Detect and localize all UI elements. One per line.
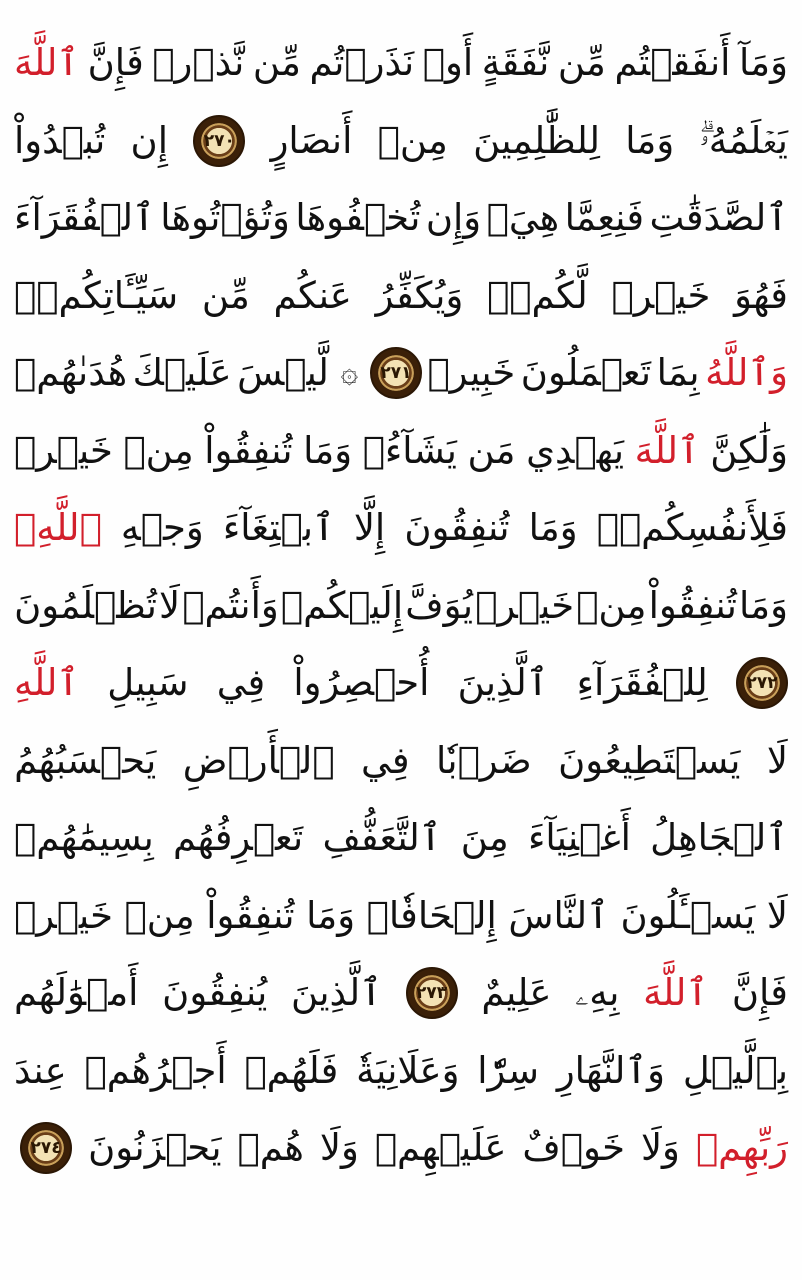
text-line: [14, 418, 788, 484]
quran-word: مِّن: [252, 41, 301, 84]
quran-word: تُنفِقُواْ: [206, 894, 295, 937]
quran-word: لَّكُمۡۚ: [487, 274, 588, 317]
quran-word: يَهۡدِي: [526, 429, 625, 472]
quran-word: مِنۡ: [124, 894, 195, 937]
text-line: [14, 263, 788, 329]
quran-word: خَبِيرٞ: [427, 351, 516, 394]
quran-word: وَتُؤۡتُوهَا: [160, 196, 290, 239]
ayah-number: ٢٧٠: [203, 130, 235, 151]
quran-word: وَمَا: [739, 584, 788, 627]
quran-word: لَا: [159, 584, 181, 627]
quran-word: هُدَىٰهُمۡ: [14, 351, 128, 394]
quran-word: وَمَا: [625, 119, 675, 162]
quran-word: وَمَآ: [739, 41, 788, 84]
ayah-number-marker: [20, 1122, 72, 1174]
ayah-number: ٢٧٣: [416, 982, 448, 1003]
ayah-number: ٢٧١: [380, 362, 412, 383]
quran-word: وَأَنتُمۡ: [182, 584, 279, 627]
quran-word: أَمۡوَٰلَهُم: [14, 971, 139, 1014]
text-line: [14, 495, 788, 561]
quran-word: وَمَا: [303, 429, 353, 472]
quran-word: مِّن: [201, 274, 250, 317]
quran-word: يَشَآءُۗ: [362, 429, 457, 472]
quran-word: وَيُكَفِّرُ: [375, 274, 464, 317]
quran-word: مِنۡ: [377, 119, 448, 162]
quran-word: فَهُوَ: [734, 274, 788, 317]
quran-word: إِلۡحَافٗاۗ: [366, 894, 497, 937]
quran-word: هِيَۖ: [486, 196, 560, 239]
ayah-number-marker: [406, 967, 458, 1019]
quran-word: خَيۡرٞ: [611, 274, 711, 317]
quran-word: خَوۡفٌ: [522, 1126, 625, 1169]
quran-word: فَلِأَنفُسِكُمۡۚ: [596, 506, 788, 549]
quran-word: مِنۡ: [123, 429, 194, 472]
divine-name-word: وَٱللَّهُ: [705, 351, 788, 394]
text-line: [14, 1115, 788, 1181]
quran-word: بِهِۦ: [575, 971, 620, 1014]
divine-name-word: ٱللَّهَ: [14, 41, 80, 84]
ayah-number-marker: [193, 115, 245, 167]
quran-word: ٱلصَّدَقَٰتِ: [649, 196, 788, 239]
quran-word: نَّفَقَةٍ: [481, 41, 550, 84]
quran-word: تُبۡدُواْ: [14, 119, 106, 162]
quran-word: لَا: [766, 894, 788, 937]
quran-word: ٱلۡجَاهِلُ: [650, 816, 788, 859]
ayah-number: ٢٧٢: [746, 672, 778, 693]
text-line: [14, 185, 788, 251]
quran-word: بِمَا: [656, 351, 700, 394]
quran-word: تُنفِقُونَ: [404, 506, 510, 549]
quran-word: فَإِنَّ: [87, 41, 144, 84]
divine-name-word: ٱللَّهَ: [634, 429, 700, 472]
rub-el-hizb-icon: ۞: [340, 355, 359, 390]
quran-word: ٱلۡفُقَرَآءَ: [14, 196, 155, 239]
quran-word: وَلَا: [319, 1126, 359, 1169]
quran-word: مَن: [467, 429, 516, 472]
quran-word: إِلَّا: [353, 506, 386, 549]
quran-word: إِلَيۡكُمۡ: [280, 584, 404, 627]
text-line: [14, 1038, 788, 1104]
ayah-number: ٢٧٤: [30, 1137, 62, 1158]
text-line: [14, 108, 788, 174]
quran-word: يَعۡلَمُهُۥۗ: [699, 119, 788, 162]
text-line: [14, 728, 788, 794]
quran-word: يَسۡـَٔلُونَ: [620, 894, 756, 937]
quran-word: ضَرۡبٗا: [436, 739, 532, 782]
ayah-number-marker: [370, 347, 422, 399]
quran-word: ٱلَّذِينَ: [291, 971, 382, 1014]
quran-word: هُمۡ: [237, 1126, 304, 1169]
quran-word: نَذَرۡتُم: [309, 41, 415, 84]
quran-word: أَنفَقۡتُم: [614, 41, 731, 84]
quran-word: سَبِيلِ: [107, 661, 189, 704]
quran-word: يُنفِقُونَ: [162, 971, 268, 1014]
quran-word: وَإِن: [425, 196, 482, 239]
quran-word: مِّن: [557, 41, 606, 84]
divine-name-word: رَبِّهِمۡ: [695, 1126, 788, 1169]
quran-word: وَعَلَانِيَةٗ: [356, 1049, 460, 1092]
quran-word: وَٱلنَّهَارِ: [556, 1049, 665, 1092]
quran-word: وَمَا: [306, 894, 356, 937]
text-line: [14, 883, 788, 949]
quran-word: تَعۡرِفُهُم: [173, 816, 304, 859]
quran-word: نَّذۡرٖ: [152, 41, 245, 84]
quran-word: تُخۡفُوهَا: [295, 196, 421, 239]
quran-word: ٱلتَّعَفُّفِ: [322, 816, 442, 859]
quran-word: تَعۡمَلُونَ: [520, 351, 652, 394]
quran-word: وَلَا: [640, 1126, 680, 1169]
quran-word: خَيۡرٖ: [475, 584, 575, 627]
quran-word: يَسۡتَطِيعُونَ: [558, 739, 741, 782]
quran-word: وَجۡهِ: [120, 506, 204, 549]
quran-word: فِي: [361, 739, 410, 782]
text-line: [14, 805, 788, 871]
text-line: [14, 650, 788, 716]
quran-word: ٱلۡأَرۡضِ: [182, 739, 335, 782]
quran-word: مِنۡ: [576, 584, 647, 627]
text-line: [14, 960, 788, 1026]
quran-word: فِي: [216, 661, 266, 704]
quran-word: وَمَا: [528, 506, 578, 549]
quran-word: أَوۡ: [422, 41, 474, 84]
text-line: [14, 573, 788, 639]
quran-word: أُحۡصِرُواْ: [293, 661, 430, 704]
quran-word: عَلِيمٌ: [481, 971, 552, 1014]
quran-word: أَنصَارٍ: [270, 119, 353, 162]
quran-word: فَنِعِمَّا: [564, 196, 645, 239]
quran-word: مِنَ: [460, 816, 509, 859]
quran-word: لَّيۡسَ: [237, 351, 329, 394]
quran-word: فَلَهُمۡ: [244, 1049, 339, 1092]
quran-word: خَيۡرٖ: [14, 894, 113, 937]
quran-word: عَلَيۡكَ: [132, 351, 232, 394]
quran-word: ٱلَّذِينَ: [457, 661, 549, 704]
quran-word: أَغۡنِيَآءَ: [528, 816, 631, 859]
quran-word: تُنفِقُواْ: [648, 584, 737, 627]
quran-word: ٱبۡتِغَآءَ: [222, 506, 335, 549]
quran-word: عِندَ: [14, 1049, 67, 1092]
quran-word: يُوَفَّ: [405, 584, 474, 627]
quran-word: يَحۡسَبُهُمُ: [14, 739, 157, 782]
quran-word: سِرّٗا: [477, 1049, 539, 1092]
quran-word: عَنكُم: [273, 274, 352, 317]
divine-name-word: ٱللَّهِ: [14, 661, 80, 704]
quran-word: وَلَٰكِنَّ: [710, 429, 788, 472]
quran-word: أَجۡرُهُمۡ: [84, 1049, 227, 1092]
divine-name-word: ٱللَّهَ: [643, 971, 709, 1014]
quran-word: ٱلنَّاسَ: [508, 894, 609, 937]
quran-word: عَلَيۡهِمۡ: [374, 1126, 507, 1169]
text-line: [14, 30, 788, 96]
quran-word: تُظۡلَمُونَ: [14, 584, 157, 627]
text-line: [14, 340, 788, 406]
quran-word: فَإِنَّ: [731, 971, 788, 1014]
ayah-number-marker: [736, 657, 788, 709]
quran-word: لِلۡفُقَرَآءِ: [576, 661, 708, 704]
quran-word: لِلظَّٰلِمِينَ: [473, 119, 600, 162]
quran-word: تُنفِقُواْ: [204, 429, 293, 472]
quran-word: إِن: [130, 119, 168, 162]
quran-word: يَحۡزَنُونَ: [88, 1126, 222, 1169]
quran-word: بِٱلَّيۡلِ: [682, 1049, 788, 1092]
divine-name-word: ٱللَّهِۚ: [14, 506, 102, 549]
quran-word: سَيِّـَٔاتِكُمۡۗ: [14, 274, 179, 317]
quran-word: خَيۡرٖ: [14, 429, 113, 472]
quran-word: لَا: [766, 739, 788, 782]
quran-word: بِسِيمَٰهُمۡ: [14, 816, 154, 859]
